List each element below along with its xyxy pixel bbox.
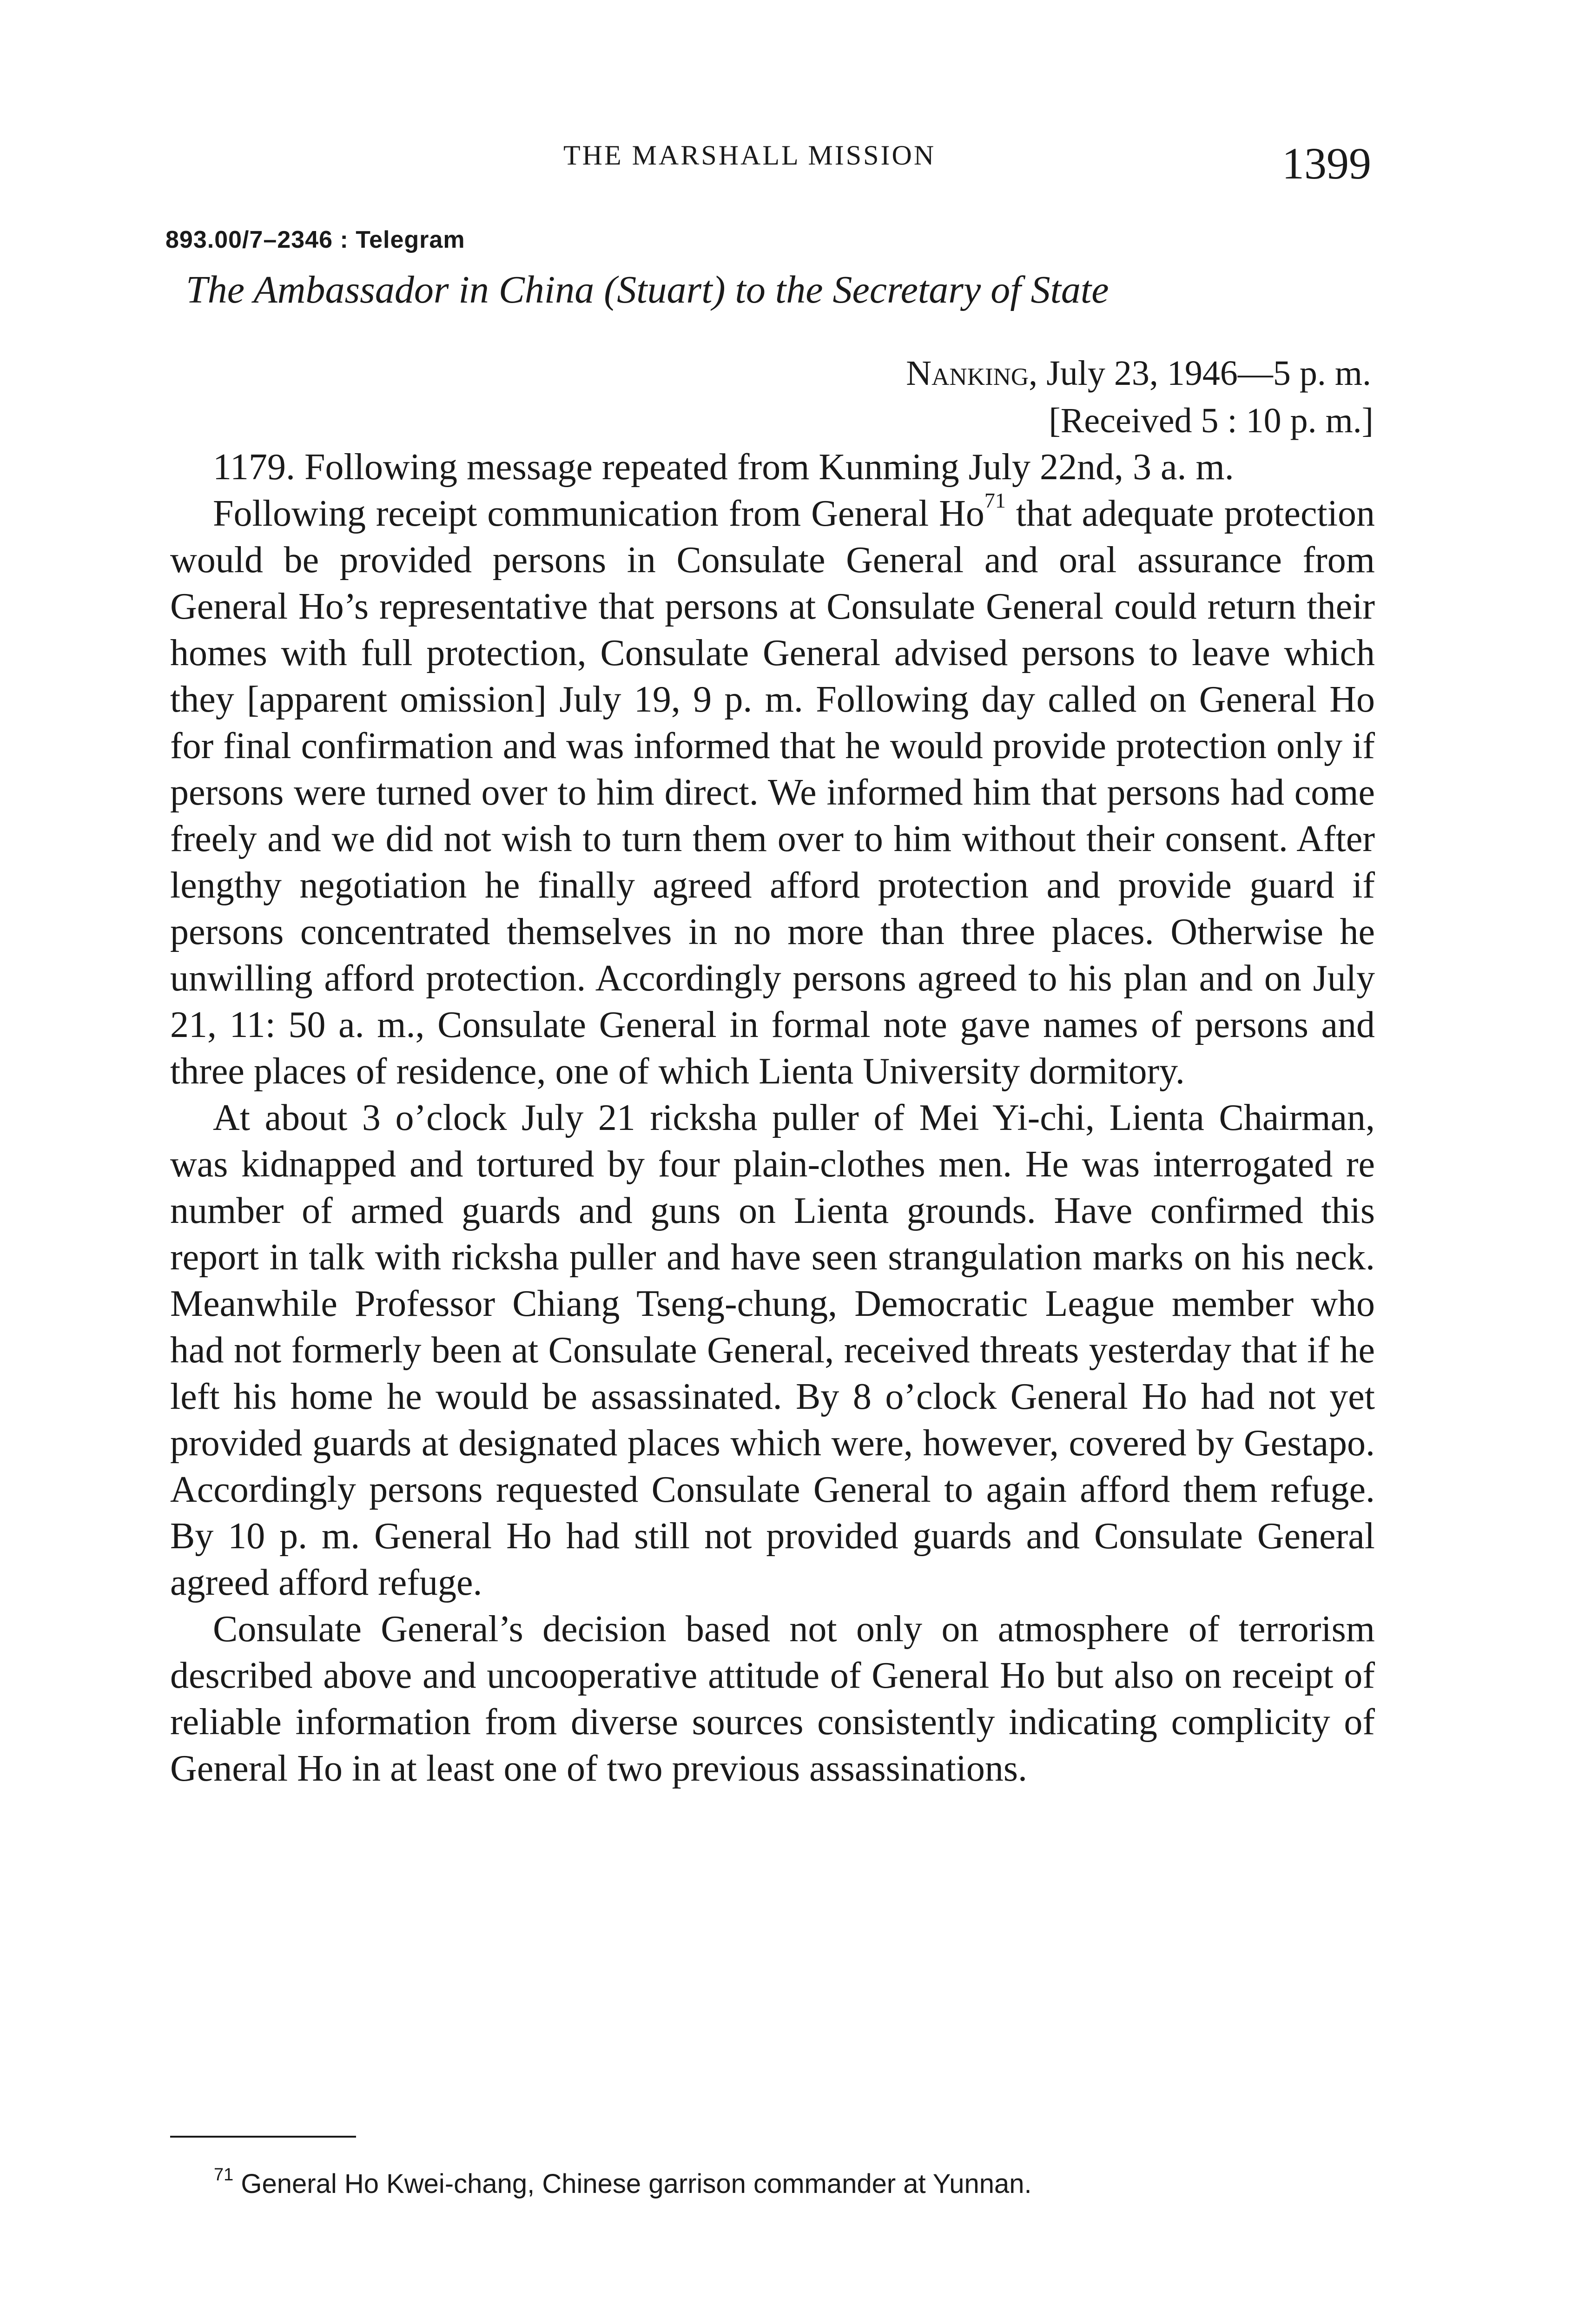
received-note: [Received 5 : 10 p. m.] (1049, 401, 1374, 440)
document-title: The Ambassador in China (Stuart) to the Secretary of State (186, 268, 1109, 311)
footnote-marker: 71 (214, 2165, 234, 2185)
paragraph-1: 1179. Following message repeated from Kunming July 22nd, 3 a. m. (213, 447, 1234, 488)
file-reference: 893.00/7–2346 : Telegram (165, 226, 465, 253)
paragraph-2-rest: that adequate protection would be provided persons in Consulate General and oral assurance from General Ho’s representative that persons at Consulate General could return their homes with full protection, Consulate General advised persons to leave which they [apparent omission] July 19, 9 p. m. Following day called on General Ho for final confirmation and was informed that he would provide protection only if persons were turned over to him direct. We informed him that persons had come freely and we did not wish to turn them over to him without their consent. After lengthy negotiation he finally agreed afford protection and provide guard if persons concentrated themselves in no more than three places. Otherwise he unwilling afford protection. Accordingly persons agreed to his plan and on July 21, 11: 50 a. m., Consulate General in formal note gave names of persons and three places of residence, one of which Lienta University dormitory. (170, 493, 1375, 1092)
page-number: 1399 (1282, 139, 1371, 188)
footnote (214, 2165, 1032, 2199)
paragraph-2 (170, 490, 1375, 1095)
footnote-text: General Ho Kwei-chang, Chinese garrison commander at Yunnan. (233, 2169, 1032, 2199)
paragraph-4: Consulate General’s decision based not only on atmosphere of terrorism described above and uncooperative attitude of General Ho but also on receipt of reliable information from diverse sources consistently indicating complicity of General Ho in at least one of two previous assassinations. (170, 1609, 1375, 1789)
paragraph-2-start: Following receipt communication from General Ho (213, 493, 984, 534)
footnote-reference: 71 (984, 489, 1006, 512)
dateline-date: July 23, 1946—5 p. m. (1046, 354, 1371, 393)
telegram-body (170, 444, 1375, 1792)
dateline (906, 353, 1371, 394)
paragraph-3: At about 3 o’clock July 21 ricksha puller of Mei Yi-chi, Lienta Chairman, was kidnapped and tortured by four plain-clothes men. He was interrogated re number of armed guards and guns on Lienta grounds. Have confirmed this report in talk with ricksha puller and have seen strangulation marks on his neck. Meanwhile Professor Chiang Tseng-chung, Democratic League member who had not formerly been at Consulate General, received threats yesterday that if he left his home he would be assassinated. By 8 o’clock General Ho had not yet provided guards at designated places which were, however, covered by Gestapo. Accordingly persons requested Consulate General to again afford them refuge. By 10 p. m. General Ho had still not provided guards and Consulate General agreed afford refuge. (170, 1097, 1375, 1603)
footnote-divider (170, 2136, 356, 2138)
running-title: THE MARSHALL MISSION (563, 140, 936, 171)
dateline-place: Nanking, (906, 354, 1038, 393)
